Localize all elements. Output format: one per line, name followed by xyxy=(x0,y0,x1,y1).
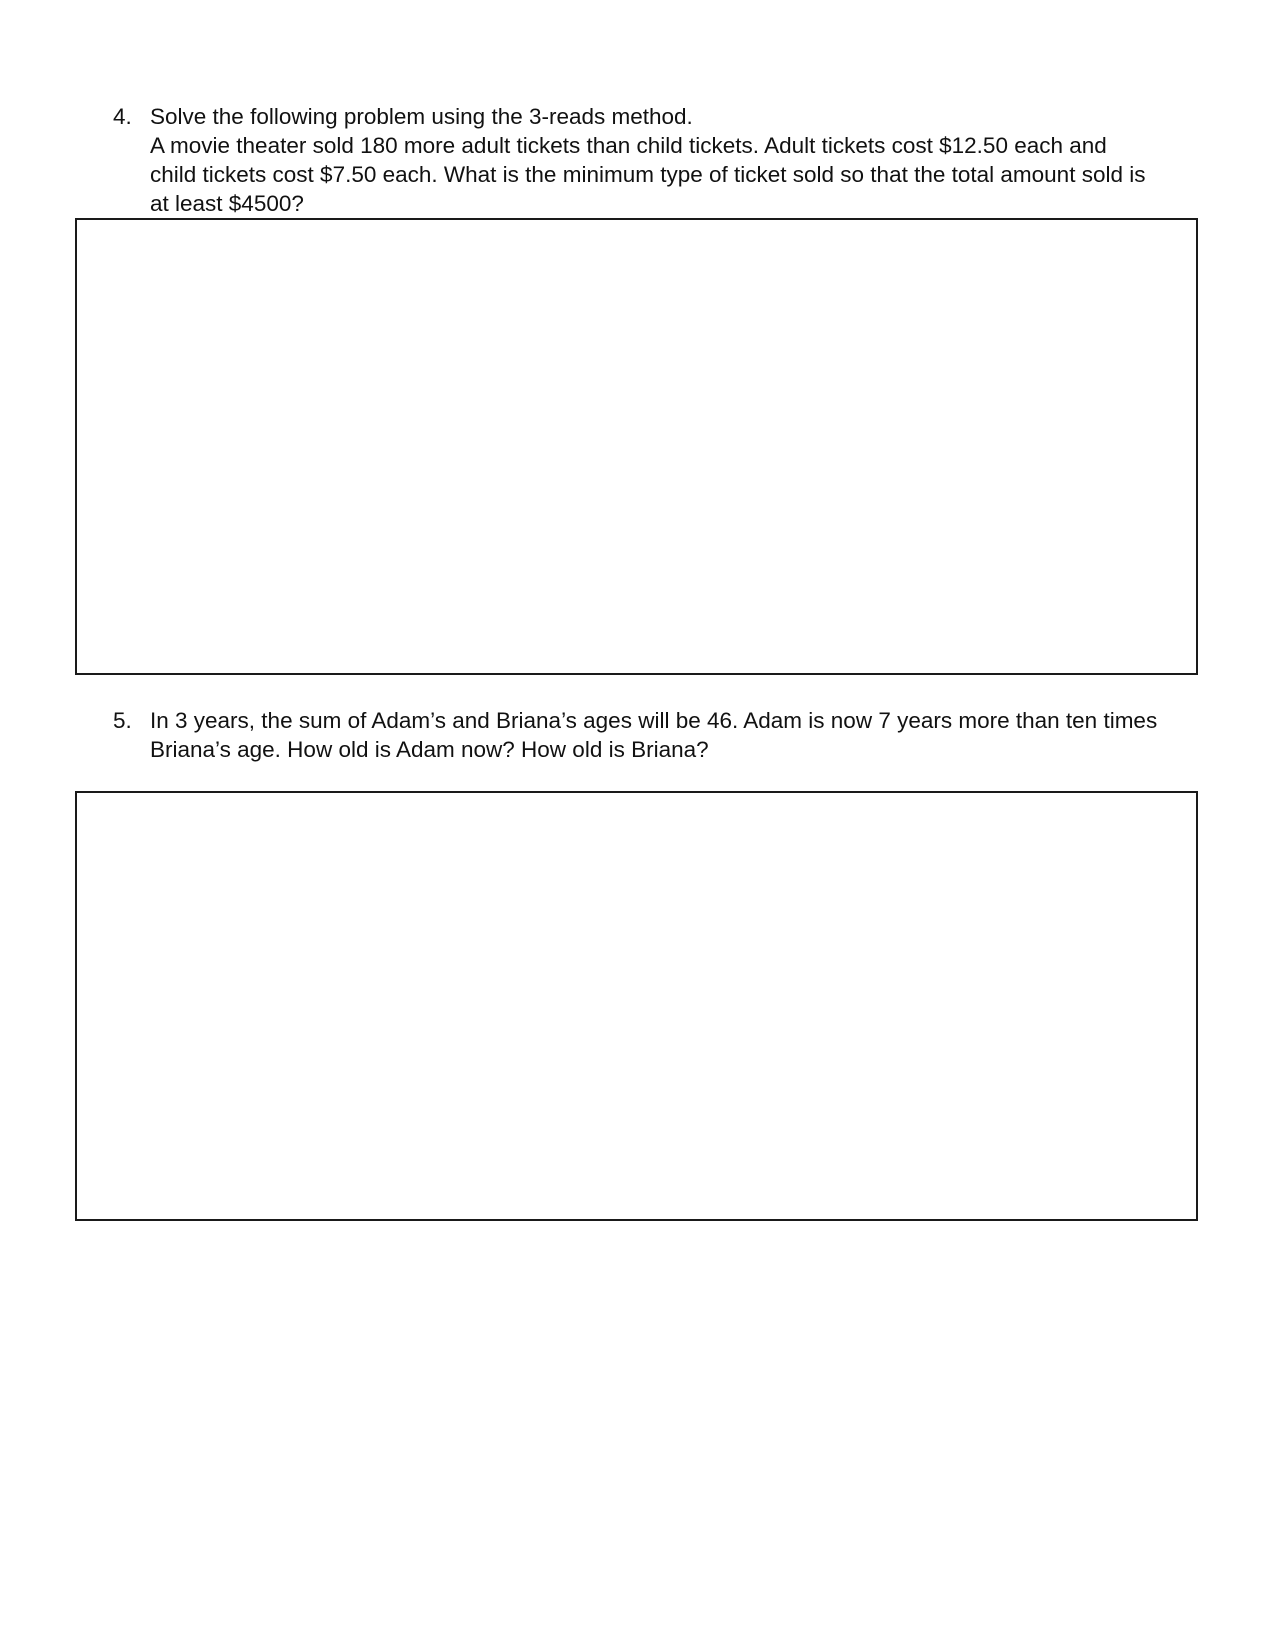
problem-5 xyxy=(113,706,1193,764)
problem-4 xyxy=(113,102,1193,218)
answer-box-problem-4[interactable] xyxy=(75,218,1198,675)
problem-line: child tickets cost $7.50 each. What is the minimum type of ticket sold so that the total amount sold is xyxy=(150,162,1146,187)
problem-line: A movie theater sold 180 more adult tickets than child tickets. Adult tickets cost $12.50 each and xyxy=(150,133,1107,158)
problem-line: Briana’s age. How old is Adam now? How old is Briana? xyxy=(150,737,709,762)
problem-line: at least $4500? xyxy=(150,191,304,216)
problem-number: 5. xyxy=(113,708,132,733)
problem-text xyxy=(150,102,1193,218)
problem-line: In 3 years, the sum of Adam’s and Briana’s ages will be 46. Adam is now 7 years more than ten times xyxy=(150,708,1158,733)
answer-box-problem-5[interactable] xyxy=(75,791,1198,1221)
problem-text xyxy=(150,706,1193,764)
problem-number: 4. xyxy=(113,104,132,129)
problem-line: Solve the following problem using the 3-reads method. xyxy=(150,104,693,129)
